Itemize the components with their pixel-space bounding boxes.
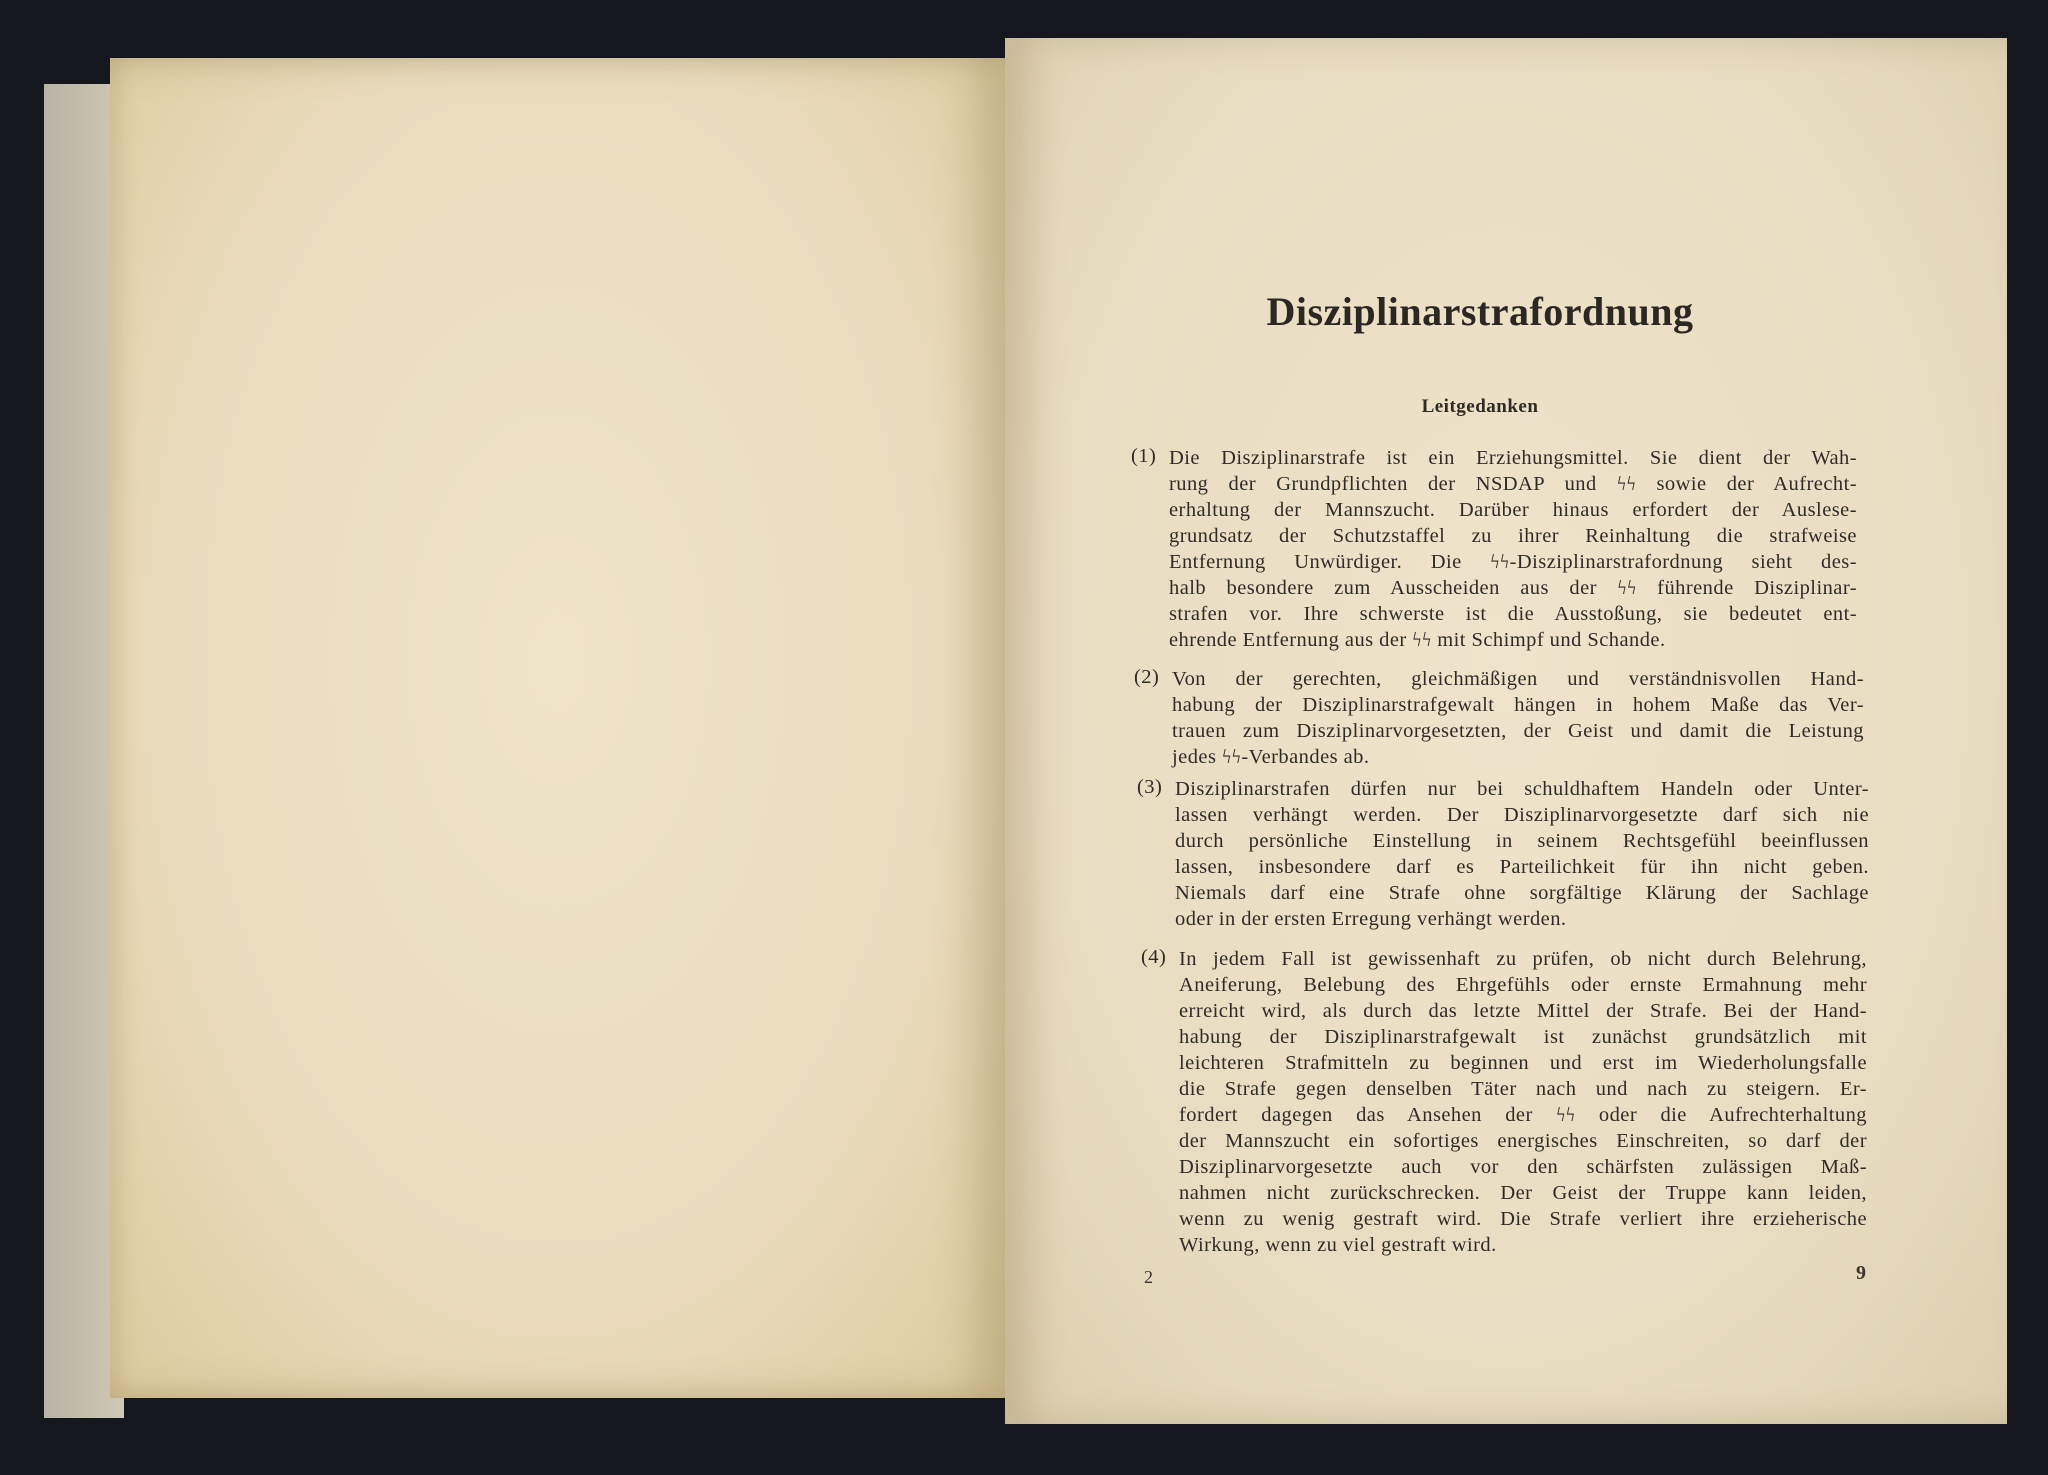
text-line: Entfernung Unwürdiger. Die ϟϟ-Disziplinarstrafordnung sieht des-: [1169, 551, 1857, 573]
text-line: rung der Grundpflichten der NSDAP und ϟϟ sowie der Aufrecht-: [1169, 473, 1857, 495]
text-line: Disziplinarstrafen dürfen nur bei schuldhaftem Handeln oder Unter-: [1175, 778, 1869, 800]
paragraph-4: [1141, 946, 1867, 1258]
text-line: jedes ϟϟ-Verbandes ab.: [1172, 746, 1370, 768]
text-line: die Strafe gegen denselben Täter nach und nach zu steigern. Er-: [1179, 1078, 1867, 1100]
text-line: erhaltung der Mannszucht. Darüber hinaus erfordert der Auslese-: [1169, 499, 1857, 521]
paragraph-2: [1134, 666, 1864, 770]
text-line: trauen zum Disziplinarvorgesetzten, der Geist und damit die Leistung: [1172, 720, 1864, 742]
paragraph-1: [1131, 445, 1857, 653]
text-line: habung der Disziplinarstrafgewalt hängen in hohem Maße das Ver-: [1172, 694, 1864, 716]
text-line: Wirkung, wenn zu viel gestraft wird.: [1179, 1234, 1497, 1256]
paragraph-number: (1): [1131, 445, 1157, 467]
text-line: habung der Disziplinarstrafgewalt ist zunächst grundsätzlich mit: [1179, 1026, 1867, 1048]
text-line: oder in der ersten Erregung verhängt werden.: [1175, 908, 1567, 930]
text-line: Die Disziplinarstrafe ist ein Erziehungsmittel. Sie dient der Wah-: [1169, 447, 1857, 469]
text-line: erreicht wird, als durch das letzte Mittel der Strafe. Bei der Hand-: [1179, 1000, 1867, 1022]
text-line: grundsatz der Schutzstaffel zu ihrer Reinhaltung die strafweise: [1169, 525, 1857, 547]
text-line: leichteren Strafmitteln zu beginnen und erst im Wiederholungsfalle: [1179, 1052, 1867, 1074]
page-number-left: 2: [1144, 1267, 1153, 1287]
text-line: Von der gerechten, gleichmäßigen und verständnisvollen Hand-: [1172, 668, 1864, 690]
paragraph-number: (3): [1137, 776, 1163, 798]
paragraph-number: (2): [1134, 666, 1160, 688]
text-line: strafen vor. Ihre schwerste ist die Ausstoßung, sie bedeutet ent-: [1169, 603, 1857, 625]
text-line: Niemals darf eine Strafe ohne sorgfältige Klärung der Sachlage: [1175, 882, 1869, 904]
text-line: Aneiferung, Belebung des Ehrgefühls oder ernste Ermahnung mehr: [1179, 974, 1867, 996]
page-number-right: 9: [1856, 1262, 1866, 1284]
text-line: Disziplinarvorgesetzte auch vor den schärfsten zulässigen Maß-: [1179, 1156, 1867, 1178]
document-title: Disziplinarstrafordnung: [1266, 289, 1694, 334]
text-line: nahmen nicht zurückschrecken. Der Geist der Truppe kann leiden,: [1179, 1182, 1867, 1204]
paragraph-3: [1137, 776, 1869, 932]
text-line: der Mannszucht ein sofortiges energisches Einschreiten, so darf der: [1179, 1130, 1867, 1152]
text-line: lassen, insbesondere darf es Parteilichkeit für ihn nicht geben.: [1175, 856, 1869, 878]
text-line: halb besondere zum Ausscheiden aus der ϟϟ führende Disziplinar-: [1169, 577, 1857, 599]
text-line: lassen verhängt werden. Der Disziplinarvorgesetzte darf sich nie: [1175, 804, 1869, 826]
text-line: fordert dagegen das Ansehen der ϟϟ oder die Aufrechterhaltung: [1179, 1104, 1867, 1126]
section-subtitle: Leitgedanken: [1421, 396, 1539, 417]
text-line: ehrende Entfernung aus der ϟϟ mit Schimpf und Schande.: [1169, 629, 1666, 651]
text-line: durch persönliche Einstellung in seinem Rechtsgefühl beeinflussen: [1175, 830, 1869, 852]
text-line: In jedem Fall ist gewissenhaft zu prüfen, ob nicht durch Belehrung,: [1179, 948, 1867, 970]
paragraph-number: (4): [1141, 946, 1167, 968]
text-line: wenn zu wenig gestraft wird. Die Strafe verliert ihre erzieherische: [1179, 1208, 1867, 1230]
left-page-blank: [110, 58, 1005, 1398]
